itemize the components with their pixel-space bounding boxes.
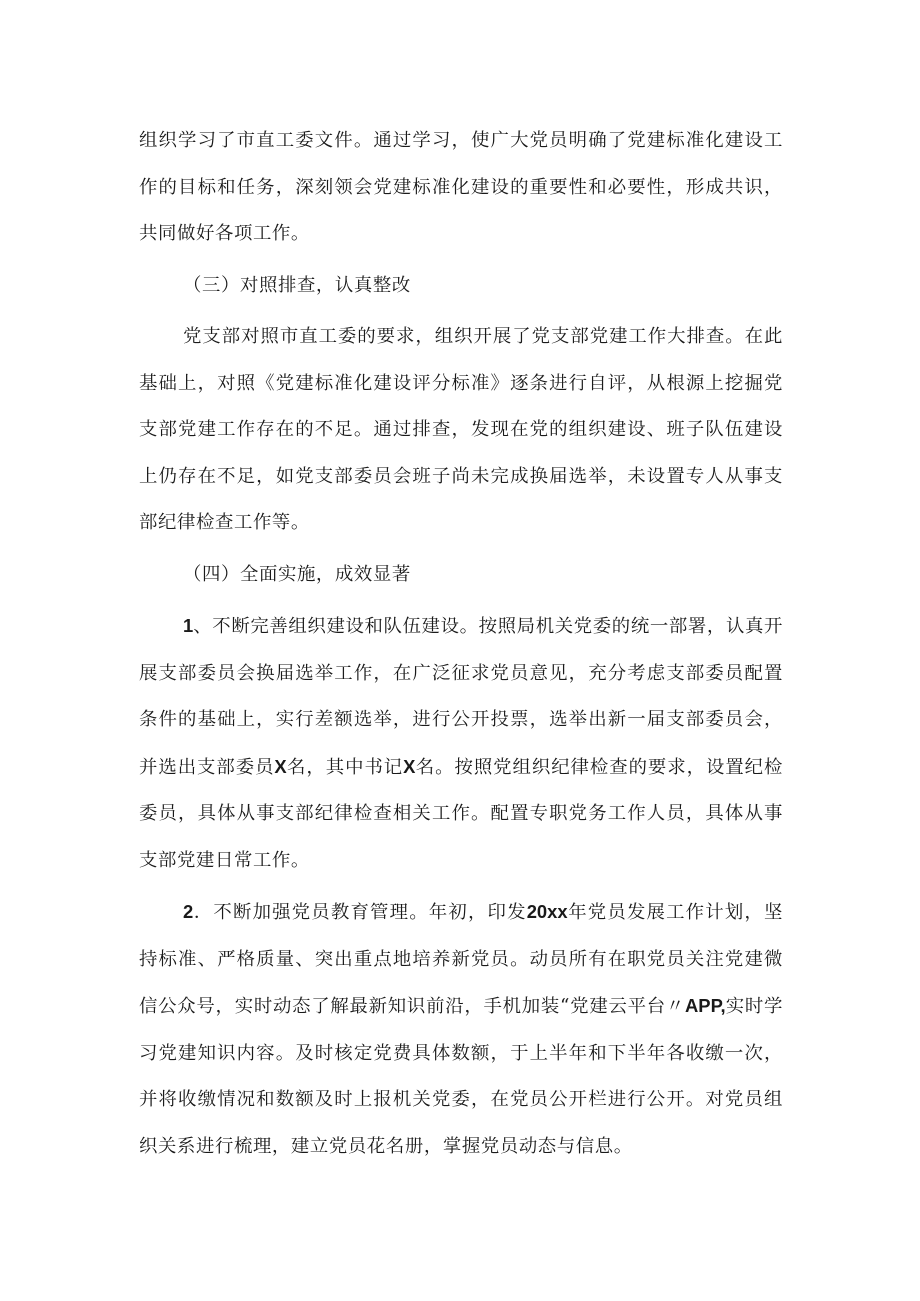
app-label: APP, [685, 995, 726, 1016]
placeholder-count: X [403, 755, 416, 777]
list-item-1 [139, 603, 783, 884]
item-number: 1 [183, 615, 194, 636]
year-placeholder: 20xx [526, 901, 568, 922]
item-number: 2 [183, 901, 194, 922]
item-text: 年党员发展工作计划，坚持标准、严格质量、突出重点地培养新党员。动员所有在职党员关注党建微信公众号，实时动态了解最新知识前沿，手机加装“党建云平台〃 [139, 902, 783, 1017]
item-text: 名，其中书记 [286, 756, 404, 778]
paragraph-investigation: 党支部对照市直工委的要求，组织开展了党支部党建工作大排查。在此基础上，对照《党建标准化建设评分标准》逐条进行自评，从根源上挖掘党支部党建工作存在的不足。通过排查，发现在党的组织建设、班子队伍建设上仍存在不足，如党支部委员会班子尚未完成换届选举，未设置专人从事支部纪律检查工作等。 [139, 326, 783, 533]
paragraph-intro: 组织学习了市直工委文件。通过学习，使广大党员明确了党建标准化建设工作的目标和任务，深刻领会党建标准化建设的重要性和必要性，形成共识，共同做好各项工作。 [139, 130, 783, 244]
item-text: 、不断完善组织建设和队伍建设。按照局机关党委的统一部署，认真开展支部委员会换届选举工作，在广泛征求党员意见，充分考虑支部委员配置条件的基础上，实行差额选举，进行公开投票，选举出新一届支部委员会，并选出支部委员 [139, 616, 783, 778]
section-heading-4: （四）全面实施，成效显著 [183, 563, 411, 585]
list-item-2 [139, 889, 783, 1170]
document-body [139, 118, 783, 1170]
item-text: 实时学习党建知识内容。及时核定党费具体数额，于上半年和下半年各收缴一次，并将收缴情况和数额及时上报机关党委，在党员公开栏进行公开。对党员组织关系进行梳理，建立党员花名册，掌握党员动态与信息。 [139, 996, 783, 1157]
item-text: ．不断加强党员教育管理。年初，印发 [193, 902, 527, 923]
section-heading-3: （三）对照排查，认真整改 [183, 274, 411, 296]
placeholder-count: X [274, 755, 287, 777]
item-text: 名。按照党组织纪律检查的要求，设置纪检委员，具体从事支部纪律检查相关工作。配置专职党务工作人员，具体从事支部党建日常工作。 [139, 756, 783, 871]
